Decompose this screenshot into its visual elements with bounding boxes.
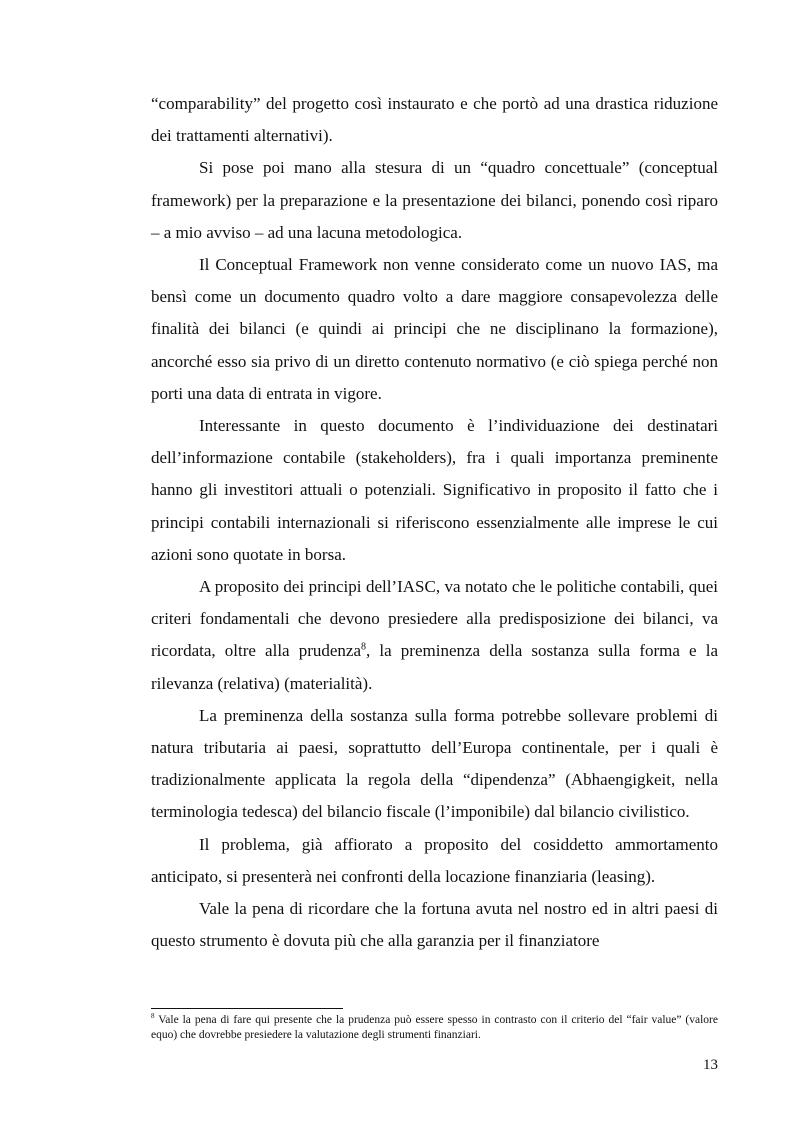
footnote-number: 8 — [151, 1012, 155, 1021]
paragraph-1: “comparability” del progetto così instaurato e che portò ad una drastica riduzione dei trattamenti alternativi). — [151, 94, 718, 146]
paragraph-3: Il Conceptual Framework non venne considerato come un nuovo IAS, ma bensì come un documento quadro volto a dare maggiore consapevolezza delle finalità dei bilanci (e quindi ai principi che ne disciplinano la formazione), ancorché esso sia privo di un diretto contenuto normativo (e ciò spiega perché non porti una data di entrata in vigore. — [151, 255, 718, 403]
paragraph-8: Vale la pena di ricordare che la fortuna avuta nel nostro ed in altri paesi di questo strumento è dovuta più che alla garanzia per il finanziatore — [151, 899, 718, 951]
paragraph-2: Si pose poi mano alla stesura di un “quadro concettuale” (conceptual framework) per la preparazione e la presentazione dei bilanci, ponendo così riparo – a mio avviso – ad una lacuna metodologica. — [151, 158, 718, 242]
paragraph-5 — [151, 571, 718, 700]
paragraph-7: Il problema, già affiorato a proposito del cosiddetto ammortamento anticipato, si presenterà nei confronti della locazione finanziaria (leasing). — [151, 834, 718, 886]
paragraph-5-text-before: A proposito dei principi dell’IASC, va notato che le politiche contabili, quei criteri fondamentali che devono presiedere alla predisposizione dei bilanci, va ricordata, oltre alla prudenza — [151, 577, 718, 661]
paragraph-6: La preminenza della sostanza sulla forma potrebbe sollevare problemi di natura tributaria ai paesi, soprattutto dell’Europa continentale, per i quali è tradizionalmente applicata la regola della “dipendenza” (Abhaengigkeit, nella terminologia tedesca) del bilancio fiscale (l’imponibile) dal bilancio civilistico. — [151, 705, 718, 822]
body-text — [151, 88, 718, 957]
footnote-reference[interactable]: 8 — [361, 641, 367, 653]
page-number: 13 — [703, 1057, 718, 1073]
paragraph-4: Interessante in questo documento è l’individuazione dei destinatari dell’informazione contabile (stakeholders), fra i quali importanza preminente hanno gli investitori attuali o potenziali. Significativo in proposito il fatto che i principi contabili internazionali si riferiscono essenzialmente alle imprese le cui azioni sono quotate in borsa. — [151, 416, 718, 564]
paragraph-5-text-after: , la preminenza della sostanza sulla forma e la rilevanza (relativa) (materialità). — [151, 641, 718, 693]
footnote-text: Vale la pena di fare qui presente che la prudenza può essere spesso in contrasto con il criterio del “fair value” (valore equo) che dovrebbe presiedere la valutazione degli strumenti finanziari. — [151, 1014, 718, 1041]
footnote-separator — [151, 1008, 343, 1009]
footnote — [151, 1013, 718, 1042]
